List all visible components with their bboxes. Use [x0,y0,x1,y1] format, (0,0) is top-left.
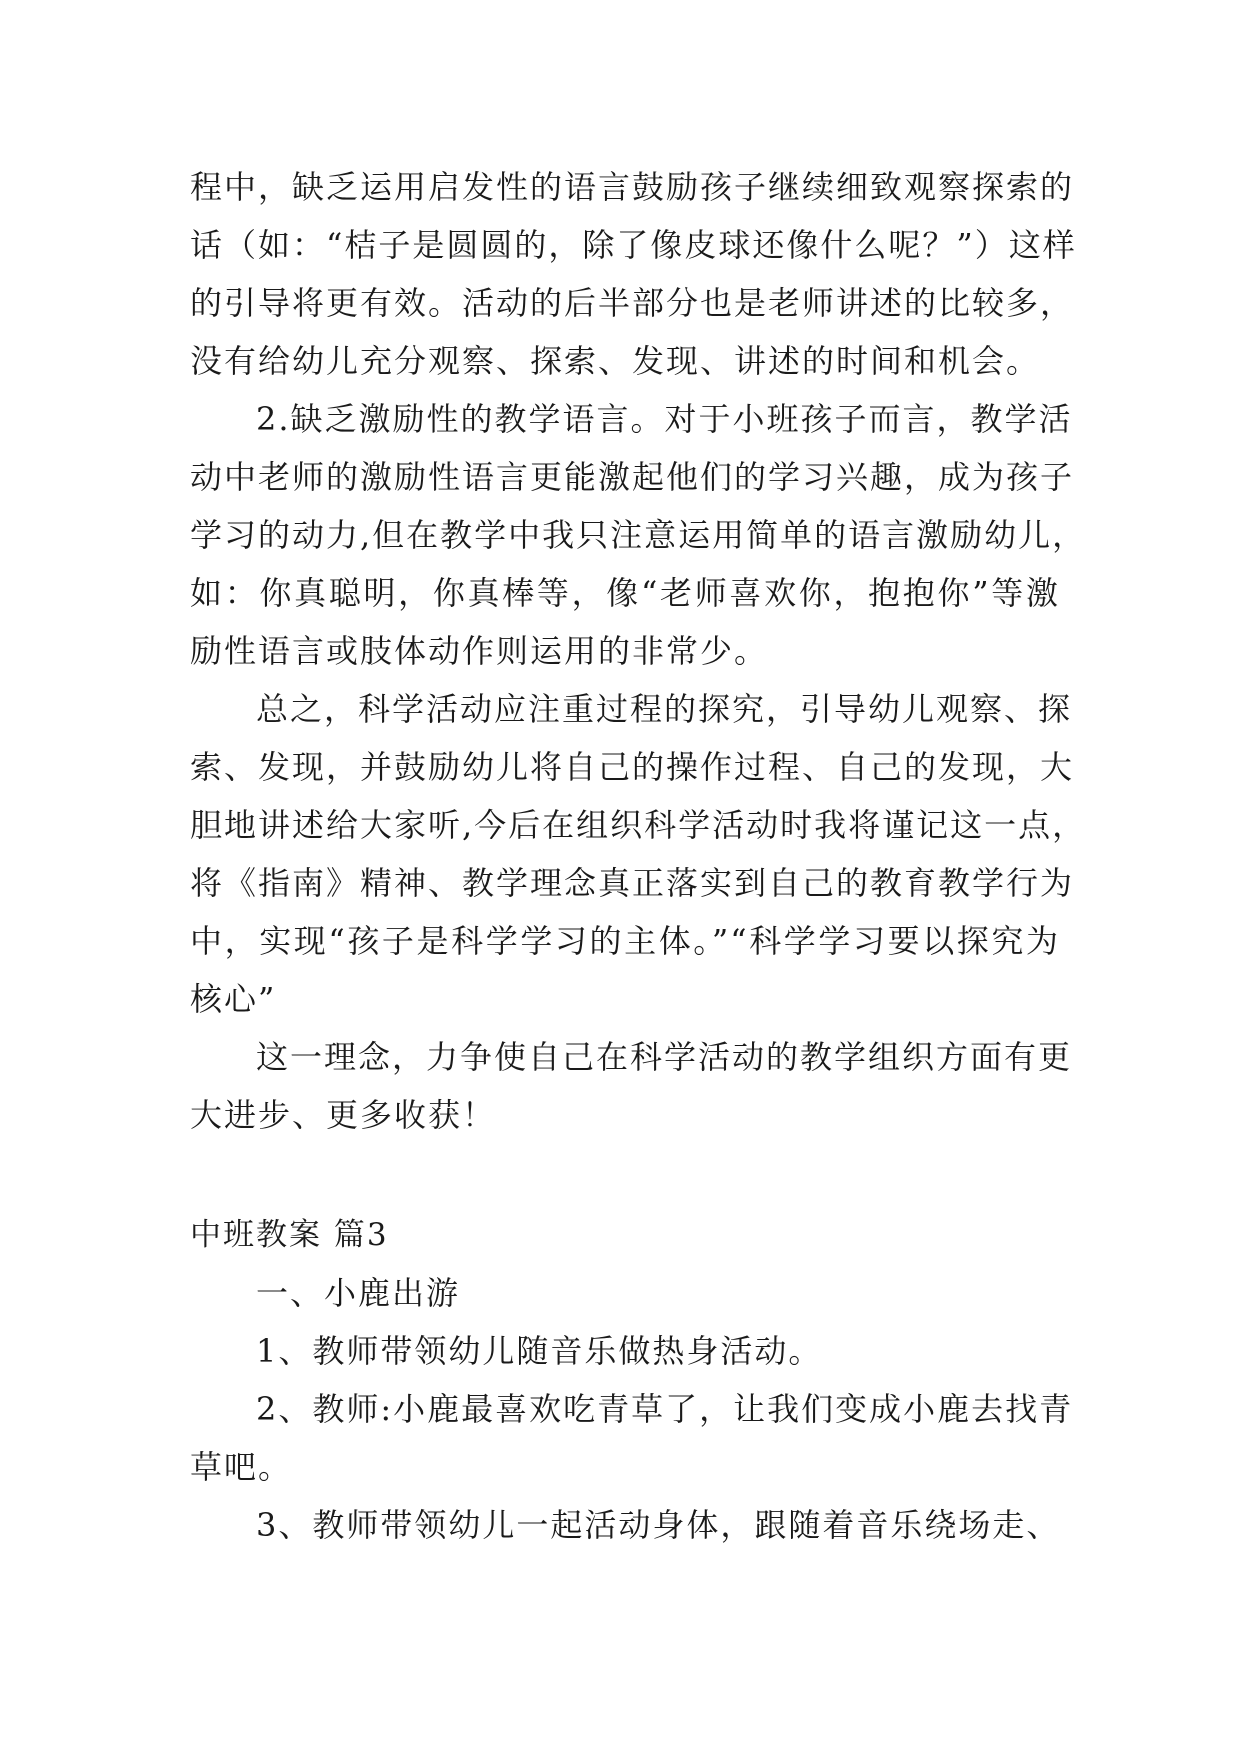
text-line: 将《指南》精神、教学理念真正落实到自己的教育教学行为 [190,864,1075,902]
text-line: 大进步、更多收获！ [190,1096,497,1134]
text-line: 没有给幼儿充分观察、探索、发现、讲述的时间和机会。 [190,342,1041,380]
text-line: 3、教师带领幼儿一起活动身体，跟随着音乐绕场走、 [256,1506,1061,1544]
paragraph [190,1496,1060,1554]
text-line: 学习的动力,但在教学中我只注意运用简单的语言激励幼儿， [190,516,1087,554]
text-line: 如：你真聪明，你真棒等，像“老师喜欢你，抱抱你”等激 [190,574,1060,612]
text-line: 2.缺乏激励性的教学语言。对于小班孩子而言，教学活 [256,400,1073,438]
text-line: 总之，科学活动应注重过程的探究，引导幼儿观察、探 [256,690,1073,728]
text-line: 话（如：“桔子是圆圆的，除了像皮球还像什么呢？”）这样 [190,226,1077,264]
text-line: 这一理念，力争使自己在科学活动的教学组织方面有更 [256,1038,1073,1076]
text-line: 草吧。 [190,1448,293,1486]
paragraph [190,158,1077,390]
text-line: 中，实现“孩子是科学学习的主体。”“科学学习要以探究为 [190,922,1060,960]
text-line: 1、教师带领幼儿随音乐做热身活动。 [256,1332,823,1370]
paragraph [190,390,1087,680]
paragraph [190,1264,1060,1322]
text-line: 程中，缺乏运用启发性的语言鼓励孩子继续细致观察探索的 [190,168,1075,206]
text-line: 核心” [190,980,277,1018]
text-line: 励性语言或肢体动作则运用的非常少。 [190,632,769,670]
text-line: 胆地讲述给大家听,今后在组织科学活动时我将谨记这一点， [190,806,1087,844]
text-line: 一、小鹿出游 [256,1274,461,1312]
paragraph [190,680,1087,1028]
text-line: 动中老师的激励性语言更能激起他们的学习兴趣，成为孩子 [190,458,1075,496]
paragraph [190,1322,1060,1380]
section-gap [190,1144,1060,1206]
paragraph [190,1380,1074,1496]
text-line: 索、发现，并鼓励幼儿将自己的操作过程、自己的发现，大 [190,748,1075,786]
document-page [190,158,1087,1554]
paragraph [190,1028,1073,1144]
text-line: 的引导将更有效。活动的后半部分也是老师讲述的比较多， [190,284,1075,322]
text-line: 2、教师:小鹿最喜欢吃青草了，让我们变成小鹿去找青 [256,1390,1074,1428]
section-heading: 中班教案 篇3 [190,1217,389,1253]
